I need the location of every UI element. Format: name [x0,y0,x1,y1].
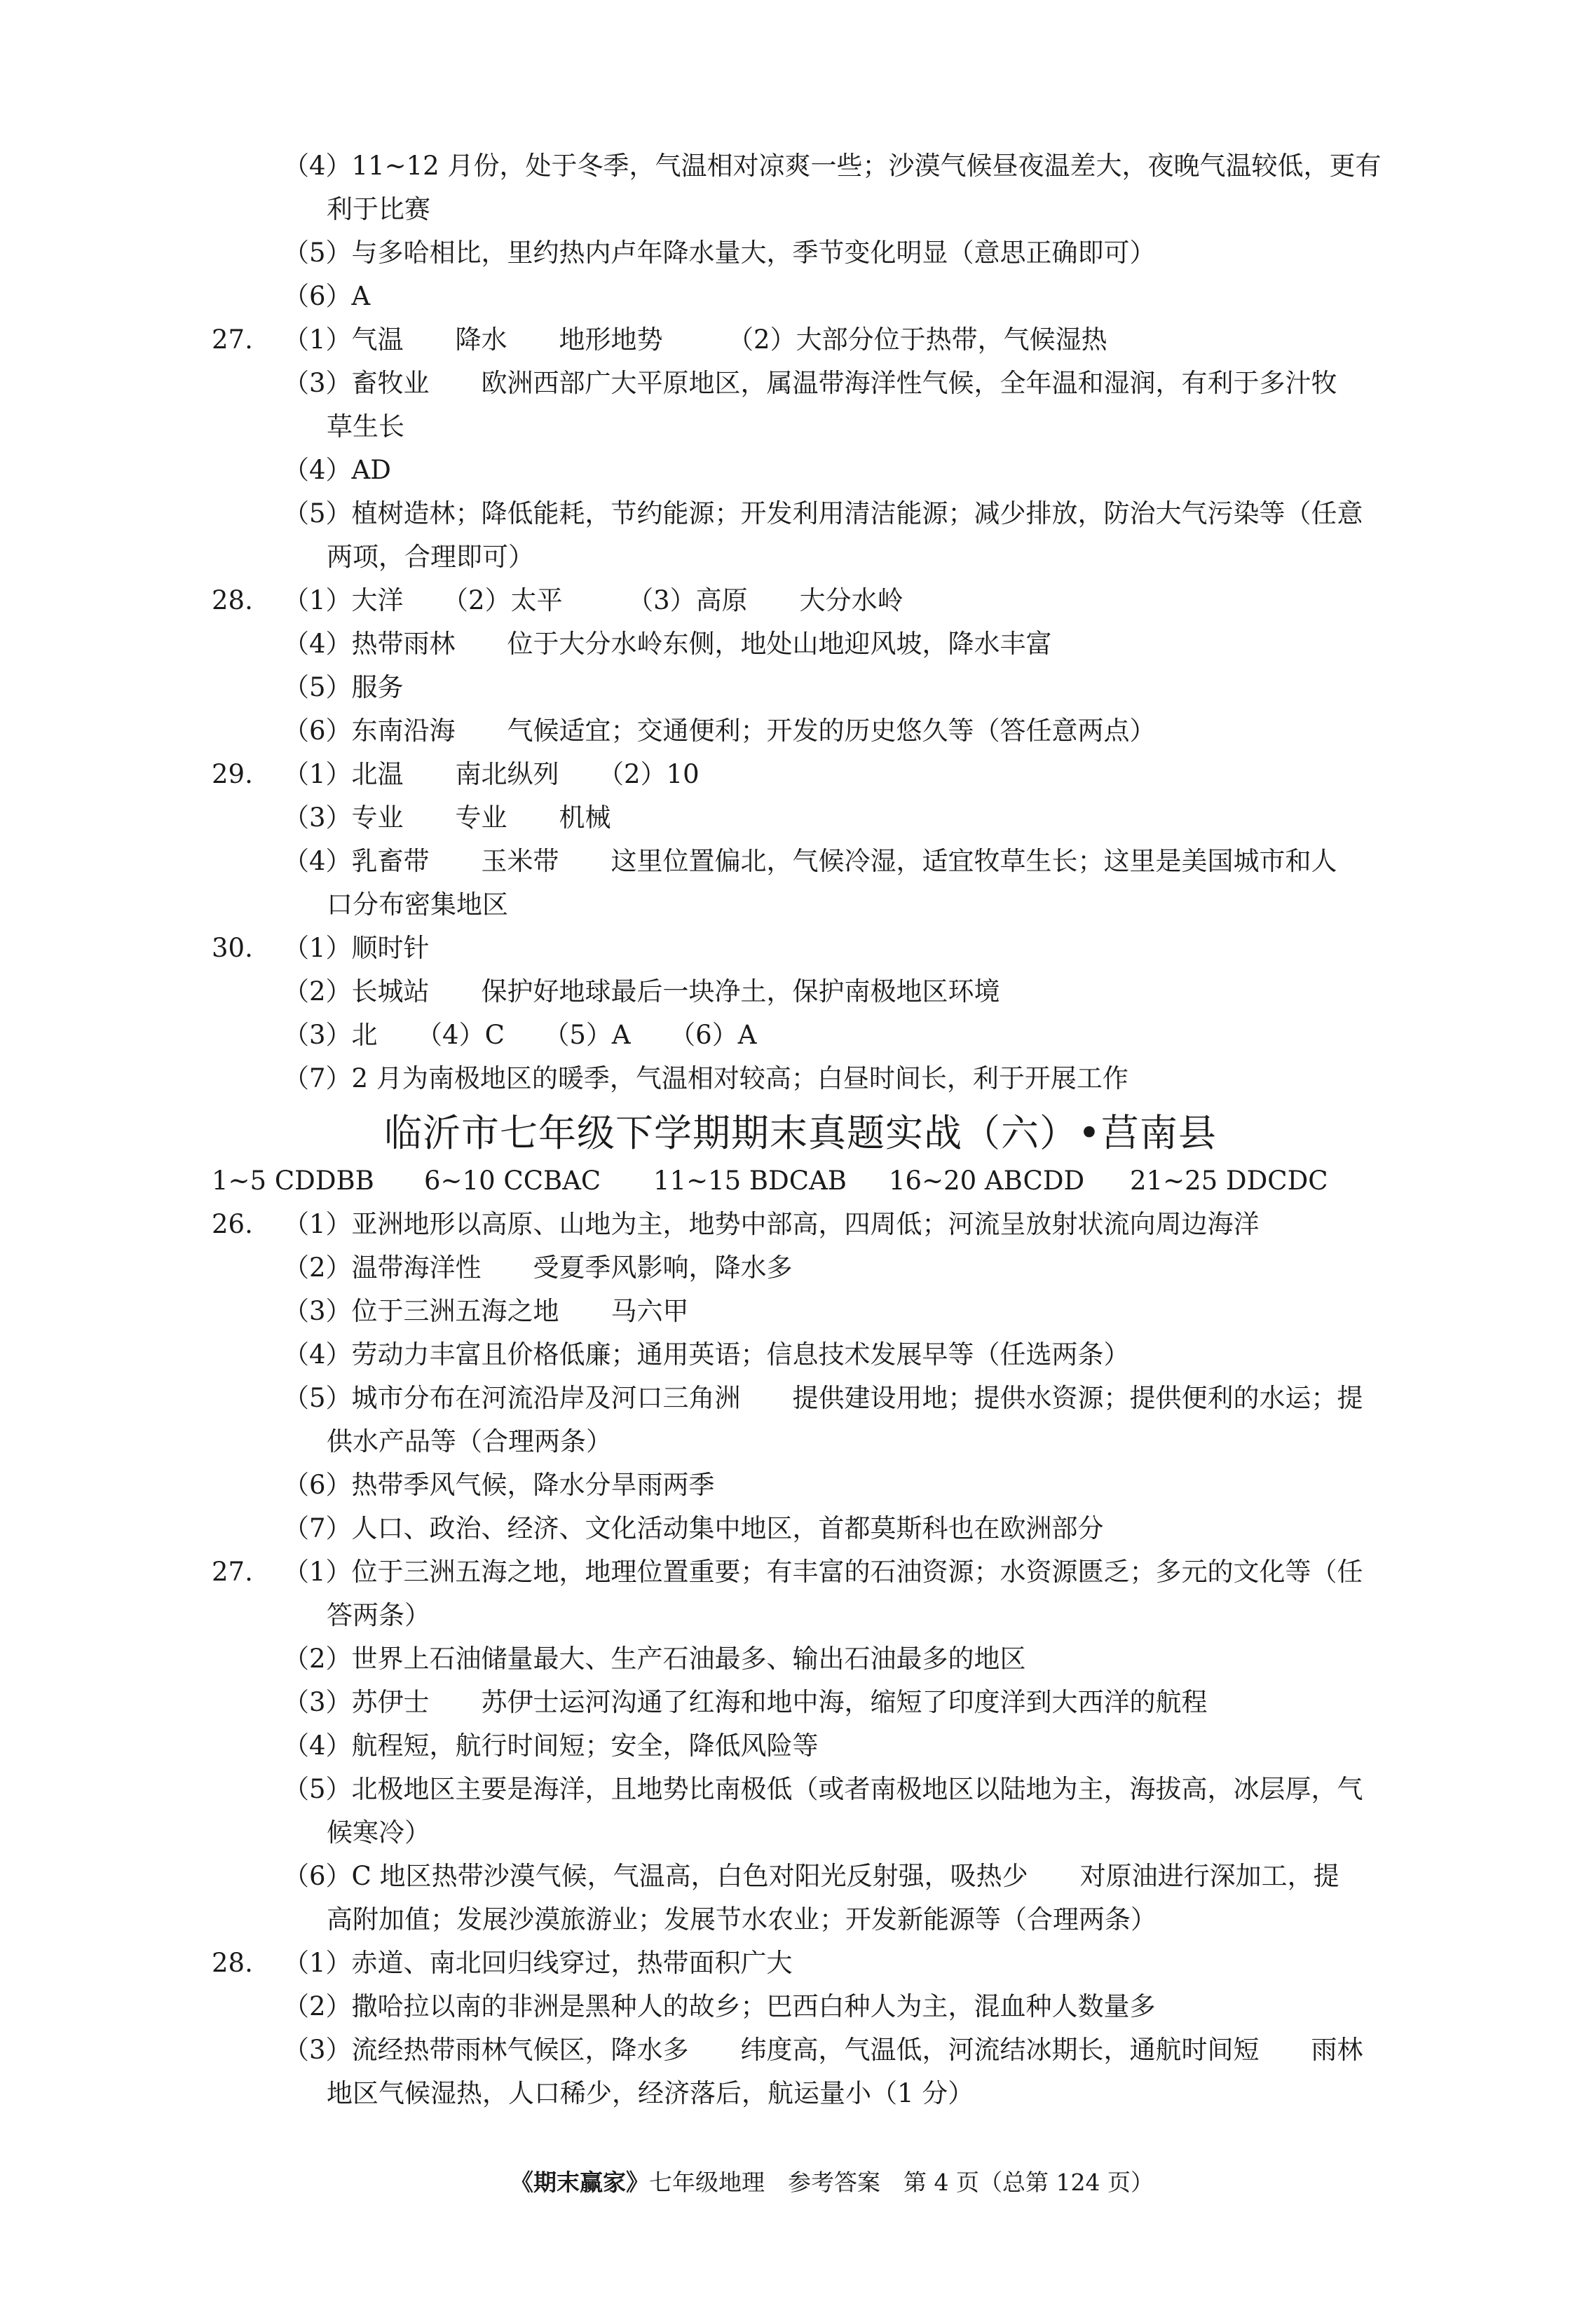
mc-answers-6-10: 6~10 CCBAC [424,1166,601,1196]
q30-answer-2: （2）长城站 保护好地球最后一块净土，保护南极地区环境 [283,976,1000,1007]
page-footer [510,2167,1154,2198]
q30-answer-7: （7）2 月为南极地区的暖季，气温相对较高；白昼时间长，利于开展工作 [283,1063,1128,1093]
question-number-28b: 28. [212,1948,253,1978]
q26-answer-5: （5）与多哈相比，里约热内卢年降水量大，季节变化明显（意思正确即可） [283,238,1156,268]
s2-q26-answer-3: （3）位于三洲五海之地 马六甲 [283,1296,689,1326]
s2-q26-answer-4: （4）劳动力丰富且价格低廉；通用英语；信息技术发展早等（任选两条） [283,1339,1130,1370]
s2-q27-answer-2: （2）世界上石油储量最大、生产石油最多、输出石油最多的地区 [283,1644,1026,1674]
q29-answer-4-line1: （4）乳畜带 玉米带 这里位置偏北，气候冷湿，适宜牧草生长；这里是美国城市和人 [283,846,1337,876]
q27-answer-5-line1: （5）植树造林；降低能耗，节约能源；开发利用清洁能源；减少排放，防治大气污染等（任意 [283,498,1363,528]
s2-q27-answer-5-line1: （5）北极地区主要是海洋，且地势比南极低（或者南极地区以陆地为主，海拔高，冰层厚，气 [283,1774,1363,1804]
s2-q26-answer-2: （2）温带海洋性 受夏季风影响，降水多 [283,1253,793,1283]
s2-q26-answer-6: （6）热带季风气候，降水分旱雨两季 [283,1470,715,1500]
q29-answer-4-line2: 口分布密集地区 [327,889,508,920]
mc-answers-21-25: 21~25 DDCDC [1130,1166,1328,1196]
q27-answer-4: （4）AD [283,455,391,485]
question-number-27: 27. [212,325,253,355]
q30-answer-1: （1）顺时针 [283,933,430,963]
q27-answer-3-line1: （3）畜牧业 欧洲西部广大平原地区，属温带海洋性气候，全年温和湿润，有利于多汁牧 [283,368,1337,398]
footer-page-info: 七年级地理 参考答案 第 4 页（总第 124 页） [649,2169,1154,2196]
s2-q28-answer-3-line2: 地区气候湿热，人口稀少，经济落后，航运量小（1 分） [327,2078,974,2108]
question-number-29: 29. [212,759,253,789]
q28-answer-5: （5）服务 [283,672,404,702]
q28-answer-6: （6）东南沿海 气候适宜；交通便利；开发的历史悠久等（答任意两点） [283,716,1156,746]
q26-answer-4-line1: （4）11~12 月份，处于冬季，气温相对凉爽一些；沙漠气候昼夜温差大，夜晚气温较低，更有 [283,151,1382,181]
s2-q27-answer-1-line2: 答两条） [327,1600,430,1630]
q27-answer-3-line2: 草生长 [327,411,404,442]
question-number-28: 28. [212,585,253,615]
mc-answers-16-20: 16~20 ABCDD [889,1166,1085,1196]
q28-answer-4: （4）热带雨林 位于大分水岭东侧，地处山地迎风坡，降水丰富 [283,629,1052,659]
s2-q28-answer-1: （1）赤道、南北回归线穿过，热带面积广大 [283,1948,793,1978]
footer-book-title: 《期末赢家》 [510,2169,649,2196]
s2-q26-answer-5-line1: （5）城市分布在河流沿岸及河口三角洲 提供建设用地；提供水资源；提供便利的水运；提 [283,1383,1363,1413]
q30-answer-3: （3）北 （4）C （5）A （6）A [283,1020,757,1050]
q27-answer-1: （1）气温 降水 地形地势 （2）大部分位于热带，气候湿热 [283,325,1107,355]
s2-q27-answer-6-line1: （6）C 地区热带沙漠气候，气温高，白色对阳光反射强，吸热少 对原油进行深加工，提 [283,1861,1339,1891]
question-number-26: 26. [212,1209,253,1239]
s2-q28-answer-3-line1: （3）流经热带雨林气候区，降水多 纬度高，气温低，河流结冰期长，通航时间短 雨林 [283,2035,1363,2065]
s2-q27-answer-4: （4）航程短，航行时间短；安全，降低风险等 [283,1731,819,1761]
q28-answer-1: （1）大洋 （2）太平 （3）高原 大分水岭 [283,585,903,615]
q26-answer-6: （6）A [283,281,371,311]
s2-q26-answer-7: （7）人口、政治、经济、文化活动集中地区，首都莫斯科也在欧洲部分 [283,1513,1104,1543]
s2-q27-answer-1-line1: （1）位于三洲五海之地，地理位置重要；有丰富的石油资源；水资源匮乏；多元的文化等（任 [283,1557,1363,1587]
question-number-30: 30. [212,933,253,963]
s2-q27-answer-3: （3）苏伊士 苏伊士运河沟通了红海和地中海，缩短了印度洋到大西洋的航程 [283,1687,1208,1717]
q29-answer-1: （1）北温 南北纵列 （2）10 [283,759,700,789]
question-number-27b: 27. [212,1557,253,1587]
section-title: 临沂市七年级下学期期末真题实战（六）•莒南县 [384,1111,1217,1155]
mc-answers-1-5: 1~5 CDDBB [212,1166,374,1196]
s2-q28-answer-2: （2）撒哈拉以南的非洲是黑种人的故乡；巴西白种人为主，混血种人数量多 [283,1991,1156,2021]
s2-q27-answer-5-line2: 候寒冷） [327,1817,430,1848]
q29-answer-3: （3）专业 专业 机械 [283,803,611,833]
q26-answer-4-line2: 利于比赛 [327,194,430,224]
mc-answers-11-15: 11~15 BDCAB [653,1166,847,1196]
s2-q27-answer-6-line2: 高附加值；发展沙漠旅游业；发展节水农业；开发新能源等（合理两条） [327,1904,1157,1935]
s2-q26-answer-5-line2: 供水产品等（合理两条） [327,1426,612,1457]
q27-answer-5-line2: 两项，合理即可） [327,542,534,572]
s2-q26-answer-1: （1）亚洲地形以高原、山地为主，地势中部高，四周低；河流呈放射状流向周边海洋 [283,1209,1260,1239]
